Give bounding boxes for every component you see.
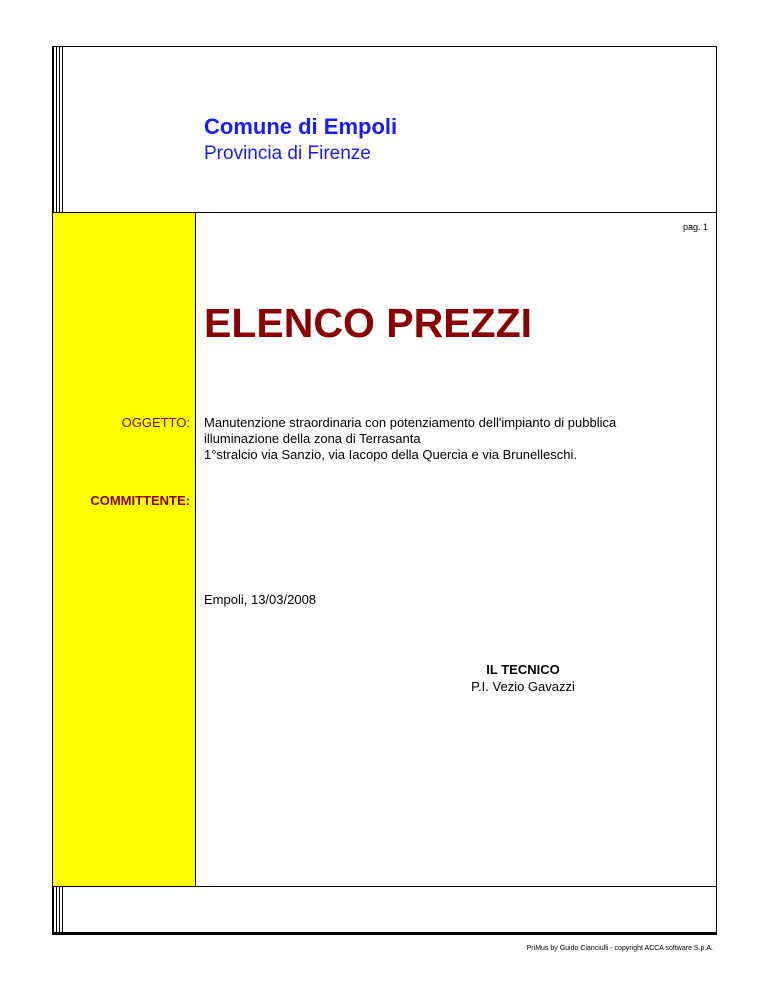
page-number: pag. 1: [682, 222, 708, 232]
oggetto-text: [204, 415, 714, 463]
signature-name: P.I. Vezio Gavazzi: [471, 679, 575, 694]
software-footer: PriMus by Guido Cianciulli - copyright ACCA software S.p.A.: [526, 945, 713, 952]
place-date: Empoli, 13/03/2008: [204, 592, 317, 607]
oggetto-line: illuminazione della zona di Terrasanta: [204, 431, 421, 446]
footer-divider: [52, 886, 717, 887]
province-subtitle: Provincia di Firenze: [204, 143, 371, 164]
municipality-title: Comune di Empoli: [204, 114, 398, 139]
committente-label: COMMITTENTE:: [90, 493, 190, 508]
signature-role: IL TECNICO: [486, 662, 560, 677]
document-title: ELENCO PREZZI: [204, 300, 533, 346]
oggetto-label: OGGETTO:: [121, 415, 190, 430]
page-bottom-border: [52, 932, 717, 935]
oggetto-line: 1°stralcio via Sanzio, via Iacopo della Quercia e via Brunelleschi.: [204, 447, 578, 462]
signature-block: [448, 661, 598, 695]
oggetto-line: Manutenzione straordinaria con potenziamento dell'impianto di pubblica: [204, 415, 617, 430]
yellow-sidebar: [53, 213, 196, 886]
